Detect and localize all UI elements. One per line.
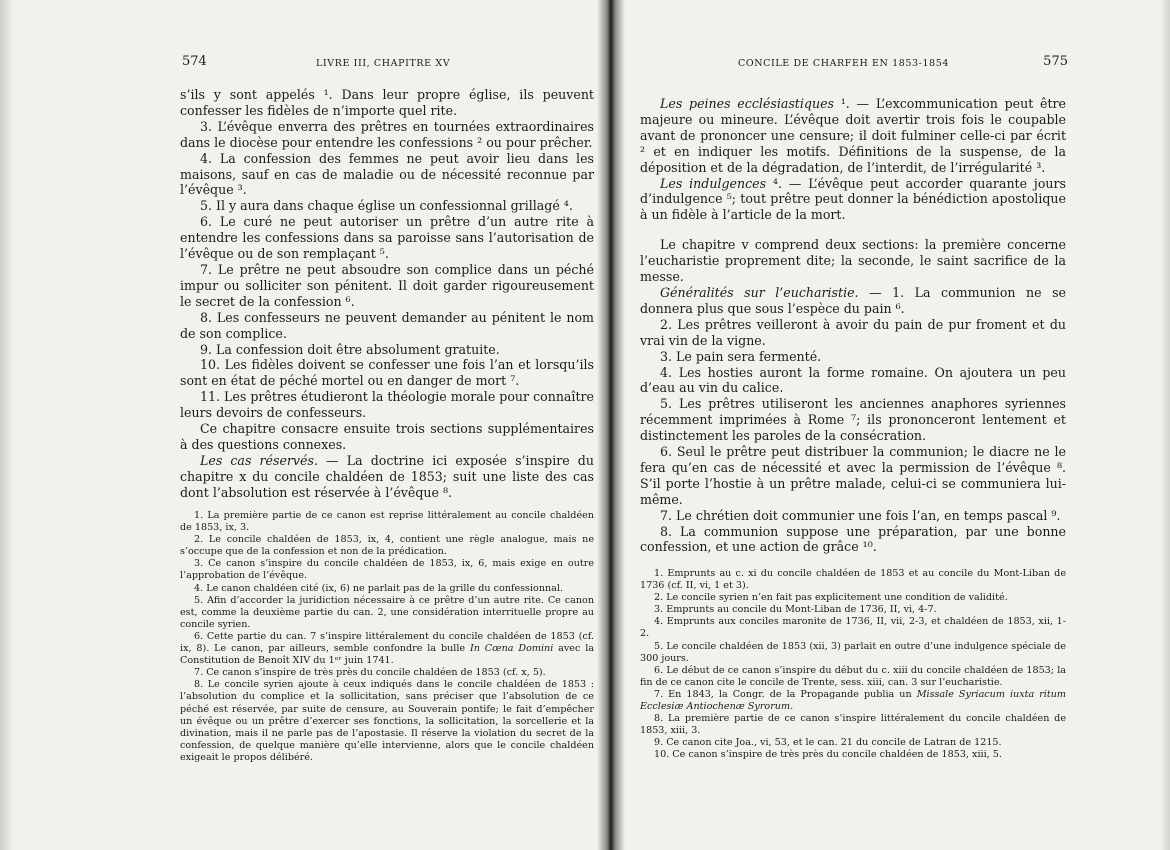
footnote: 6. Le début de ce canon s’inspire du début du c. xiii du concile chaldéen de 1853; la fin de ce canon cite le concile de Trente, sess. xiii, can. 3 sur l’eucharistie.: [640, 664, 1066, 688]
book-gutter: [597, 0, 625, 850]
paragraph: 5. Les prêtres utiliseront les anciennes anaphores syriennes récemment imprimées à Rome ⁷; ils prononceront lentement et distinctement les paroles de la consécration.: [640, 396, 1066, 444]
right-page: [640, 0, 1068, 850]
footnote: 1. La première partie de ce canon est reprise littéralement au concile chaldéen de 1853, ix, 3.: [180, 510, 594, 534]
running-head: CONCILE DE CHARFEH EN 1853-1854: [738, 58, 950, 69]
footnote-text: avec la Constitution de Benoît XIV du 1ᵉʳ juin 1741.: [180, 643, 594, 667]
paragraph: 6. Seul le prêtre peut distribuer la communion; le diacre ne le fera qu’en cas de nécessité et avec la permission de l’évêque ⁸. S’il porte l’hostie à un prêtre malade, celui-ci se communiera lui-même.: [640, 444, 1066, 507]
paragraph: s’ils y sont appelés ¹. Dans leur propre église, ils peuvent confesser les fidèles de n’importe quel rite.: [180, 87, 594, 118]
section-text: — 1. La communion ne se donnera plus que sous l’espèce du pain ⁶.: [640, 284, 1066, 316]
footnote: 10. Ce canon s’inspire de très près du concile chaldéen de 1853, xiii, 5.: [654, 749, 1002, 761]
right-page-header: [640, 54, 1068, 78]
footnote: 3. Emprunts au concile du Mont-Liban de 1736, II, vi, 4-7.: [654, 604, 937, 616]
section-text: — La doctrine ici exposée s’inspire du chapitre x du concile chaldéen de 1853; suit une liste des cas dont l’absolution est réservée à l’évêque ⁸.: [180, 452, 594, 500]
footnote: [180, 631, 594, 667]
footnote-text: 6. Cette partie du can. 7 s’inspire littéralement du concile chaldéen de 1853 (cf. ix, 8). Le canon, par ailleurs, semble confondre la bulle: [180, 630, 594, 655]
paragraph-eucharistie: [640, 285, 1066, 317]
paragraph: 2. Les prêtres veilleront à avoir du pain de pur froment et du vrai vin de la vigne.: [640, 316, 1066, 348]
section-heading: Les peines ecclésiastiques: [660, 96, 834, 111]
section-heading: Les indulgences: [660, 175, 767, 191]
section-heading: Les cas réservés.: [200, 452, 318, 468]
section-text: ⁴. — L’évêque peut accorder quarante jours d’indulgence ⁵; tout prêtre peut donner la bénédiction apostolique à un fidèle à l’article de la mort.: [640, 175, 1066, 223]
footnote: 4. Le canon chaldéen cité (ix, 6) ne parlait pas de la grille du confessionnal.: [194, 582, 564, 594]
section-heading: Généralités sur l’eucharistie.: [660, 284, 859, 300]
left-footnotes: [180, 510, 594, 764]
running-head: LIVRE III, CHAPITRE XV: [316, 58, 451, 69]
paragraph: 7. Le chrétien doit communier une fois l’an, en temps pascal ⁹.: [660, 507, 1061, 523]
paragraph: 3. Le pain sera fermenté.: [660, 348, 822, 364]
paragraph: 7. Le prêtre ne peut absoudre son complice dans un péché impur ou solliciter son pénitent. Il doit garder rigoureusement le secret de la confession ⁶.: [180, 261, 594, 309]
paragraph: 6. Le curé ne peut autoriser un prêtre d’un autre rite à entendre les confessions dans sa paroisse sans l’autorisation de l’évêque ou de son remplaçant ⁵.: [180, 214, 594, 262]
paragraph: Ce chapitre consacre ensuite trois sections supplémentaires à des questions connexes.: [180, 421, 594, 452]
left-page-body: [180, 87, 594, 501]
paragraph: Le chapitre v comprend deux sections: la première concerne l’eucharistie proprement dite; la seconde, le saint sacrifice de la messe.: [640, 237, 1066, 285]
footnote: 5. Le concile chaldéen de 1853 (xii, 3) parlait en outre d’une indulgence spéciale de 300 jours.: [640, 640, 1066, 664]
paragraph-cas-reserves: [180, 453, 594, 501]
footnote: 8. La première partie de ce canon s’inspire littéralement du concile chaldéen de 1853, xiii, 3.: [640, 713, 1066, 737]
left-page-header: [168, 54, 596, 78]
footnote-text: .: [790, 701, 794, 713]
paragraph-indulgences: [640, 176, 1066, 224]
footnote: 4. Emprunts aux conciles maronite de 1736, II, vii, 2-3, et chaldéen de 1853, xii, 1-2.: [640, 616, 1066, 640]
footnote-italic: In Cœna Domini: [469, 643, 554, 655]
paragraph: 11. Les prêtres étudieront la théologie morale pour connaître leurs devoirs de confesseurs.: [180, 389, 594, 421]
paragraph: 9. La confession doit être absolument gratuite.: [200, 341, 500, 357]
left-page: [168, 0, 596, 850]
page-number: 574: [182, 54, 207, 69]
footnote-text: 7. En 1843, la Congr. de la Propagande publia un: [654, 688, 917, 700]
paragraph: 10. Les fidèles doivent se confesser une fois l’an et lorsqu’ils sont en état de péché mortel ou en danger de mort ⁷.: [180, 357, 594, 389]
footnote-italic: Missale Syriacum iuxta ritum Ecclesiæ Antiochenæ Syrorum: [640, 688, 1067, 713]
paragraph: 5. Il y aura dans chaque église un confessionnal grillagé ⁴.: [200, 198, 573, 214]
paragraph: 8. Les confesseurs ne peuvent demander au pénitent le nom de son complice.: [180, 309, 594, 341]
paragraph: 4. La confession des femmes ne peut avoir lieu dans les maisons, sauf en cas de maladie ou de nécessité reconnue par l’évêque ³.: [180, 150, 594, 198]
footnote: 7. Ce canon s’inspire de très près du concile chaldéen de 1853 (cf. x, 5).: [194, 667, 546, 679]
footnote: 2. Le concile syrien n’en fait pas explicitement une condition de validité.: [654, 592, 1008, 604]
footnote: 8. Le concile syrien ajoute à ceux indiqués dans le concile chaldéen de 1853 : l’absolution du complice et la sollicitation, sans préciser que l’absolution de ce péché est réservée, par suite de censure, au Souverain pontife; le fait d’empêcher un évêque ou un prêtre d’exercer ses fonctions, la sollicitation, la sorcellerie et la divination, mais il ne parle pas de l’apostasie. Il réserve la violation du secret de la confession, de quelque manière qu’elle intervienne, alors que le concile chaldéen exigeait le propos délibéré.: [180, 679, 594, 763]
left-page-edge-shadow: [0, 0, 14, 850]
section-text: ¹. — L’excommunication peut être majeure ou mineure. L’évêque doit avertir trois fois le coupable avant de prononcer une censure; il doit fulminer celle-ci par écrit ² et en indiquer les motifs. Définitions de la suspense, de la déposition et de la dégradation, de l’interdit, de l’irrégularité ³.: [640, 96, 1066, 175]
footnote: 3. Ce canon s’inspire du concile chaldéen de 1853, ix, 6, mais exige en outre l’approbation de l’évêque.: [180, 558, 594, 582]
footnote: 1. Emprunts au c. xi du concile chaldéen de 1853 et au concile du Mont-Liban de 1736 (cf. II, vi, 1 et 3).: [640, 568, 1066, 592]
paragraph: 4. Les hosties auront la forme romaine. On ajoutera un peu d’eau au vin du calice.: [640, 364, 1066, 396]
page-number: 575: [1043, 54, 1068, 69]
paragraph: 3. L’évêque enverra des prêtres en tournées extraordinaires dans le diocèse pour entendre les confessions ² ou pour prêcher.: [180, 118, 594, 150]
right-page-edge-shadow: [1160, 0, 1170, 850]
footnote: 9. Ce canon cite Joa., vi, 53, et le can. 21 du concile de Latran de 1215.: [654, 737, 1002, 749]
right-footnotes: [640, 568, 1066, 762]
paragraph-peines: [640, 96, 1066, 176]
footnote: 5. Afin d’accorder la juridiction nécessaire à ce prêtre d’un autre rite. Ce canon est, comme la deuxième partie du can. 2, une considération interrituelle propre au concile syrien.: [180, 594, 594, 630]
right-page-body: [640, 96, 1066, 555]
footnote: [640, 689, 1066, 713]
footnote: 2. Le concile chaldéen de 1853, ix, 4, contient une règle analogue, mais ne s’occupe que de la confession et non de la prédication.: [180, 534, 594, 558]
paragraph: 8. La communion suppose une préparation, par une bonne confession, et une action de grâce ¹⁰.: [640, 523, 1066, 555]
